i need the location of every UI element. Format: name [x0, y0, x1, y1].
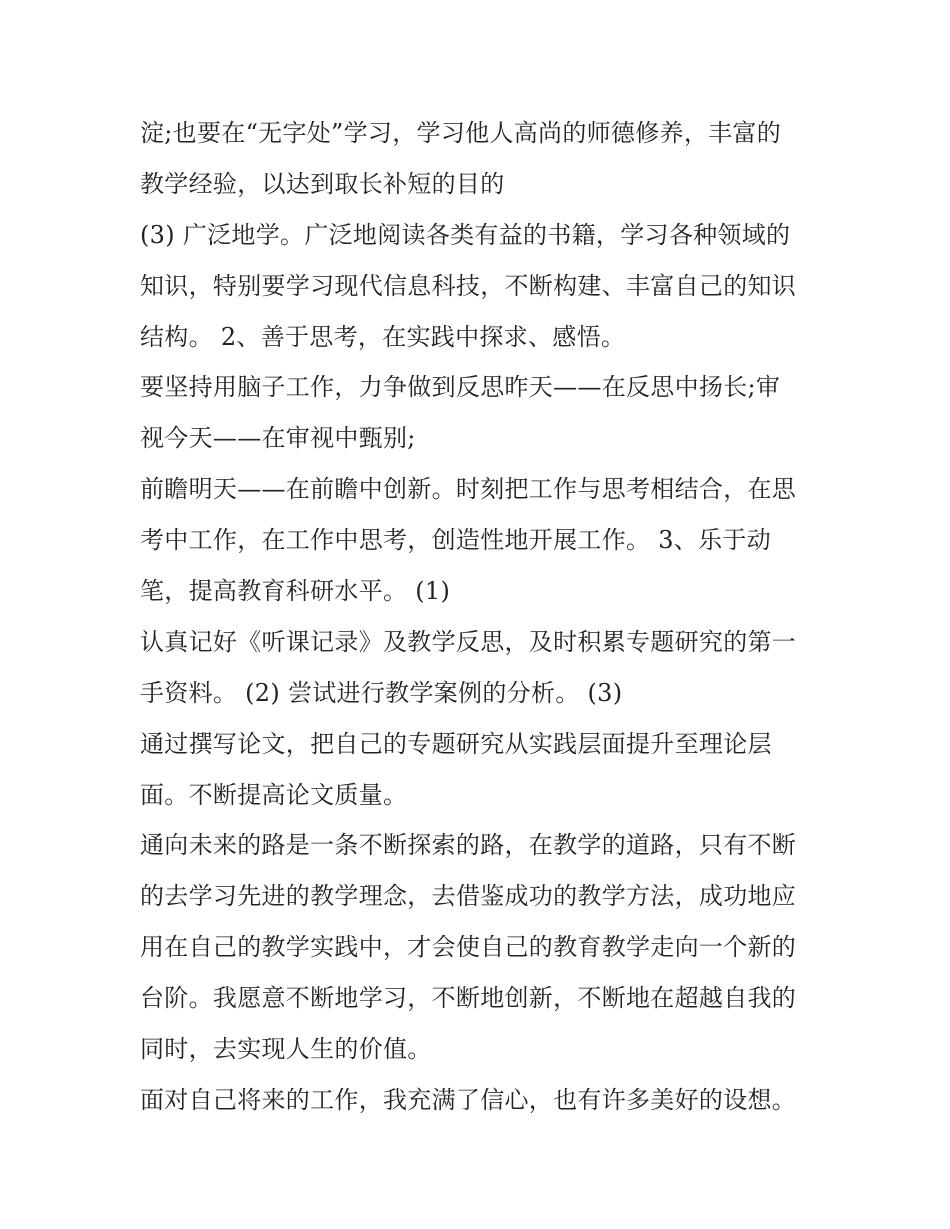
text-line: 笔，提高教育科研水平。 (1): [140, 577, 451, 606]
text-line: 同时，去实现人生的价值。: [140, 1035, 432, 1064]
text-line: 认真记好《听课记录》及教学反思，及时积累专题研究的第一: [140, 627, 797, 656]
text-line: 教学经验，以达到取长补短的目的: [140, 169, 505, 198]
text-line: 淀;也要在“无字处”学习，学习他人高尚的师德修养，丰富的: [140, 119, 782, 147]
text-line: 的去学习先进的教学理念，去借鉴成功的教学方法，成功地应: [140, 882, 797, 911]
text-line: 面对自己将来的工作，我充满了信心，也有许多美好的设想。: [140, 1085, 797, 1114]
text-line: 结构。 2、善于思考，在实践中探求、感悟。: [140, 322, 626, 351]
text-line: 用在自己的教学实践中，才会使自己的教育教学走向一个新的: [140, 933, 797, 962]
text-line: 手资料。 (2) 尝试进行教学案例的分析。 (3): [140, 678, 623, 707]
text-line: 考中工作，在工作中思考，创造性地开展工作。 3、乐于动: [140, 526, 771, 555]
text-line: (3) 广泛地学。广泛地阅读各类有益的书籍，学习各种领域的: [140, 220, 791, 249]
text-line: 知识，特别要学习现代信息科技，不断构建、丰富自己的知识: [140, 271, 797, 300]
document-body: [140, 108, 830, 1126]
text-line: 视今天——在审视中甄别;: [140, 424, 416, 453]
text-line: 面。不断提高论文质量。: [140, 780, 408, 809]
text-line: 台阶。我愿意不断地学习，不断地创新，不断地在超越自我的: [140, 984, 797, 1013]
text-line: 通过撰写论文，把自己的专题研究从实践层面提升至理论层: [140, 729, 772, 758]
text-line: 要坚持用脑子工作，力争做到反思昨天——在反思中扬长;审: [140, 373, 781, 402]
text-line: 前瞻明天——在前瞻中创新。时刻把工作与思考相结合，在思: [140, 475, 797, 504]
text-line: 通向未来的路是一条不断探索的路，在教学的道路，只有不断: [140, 831, 797, 860]
